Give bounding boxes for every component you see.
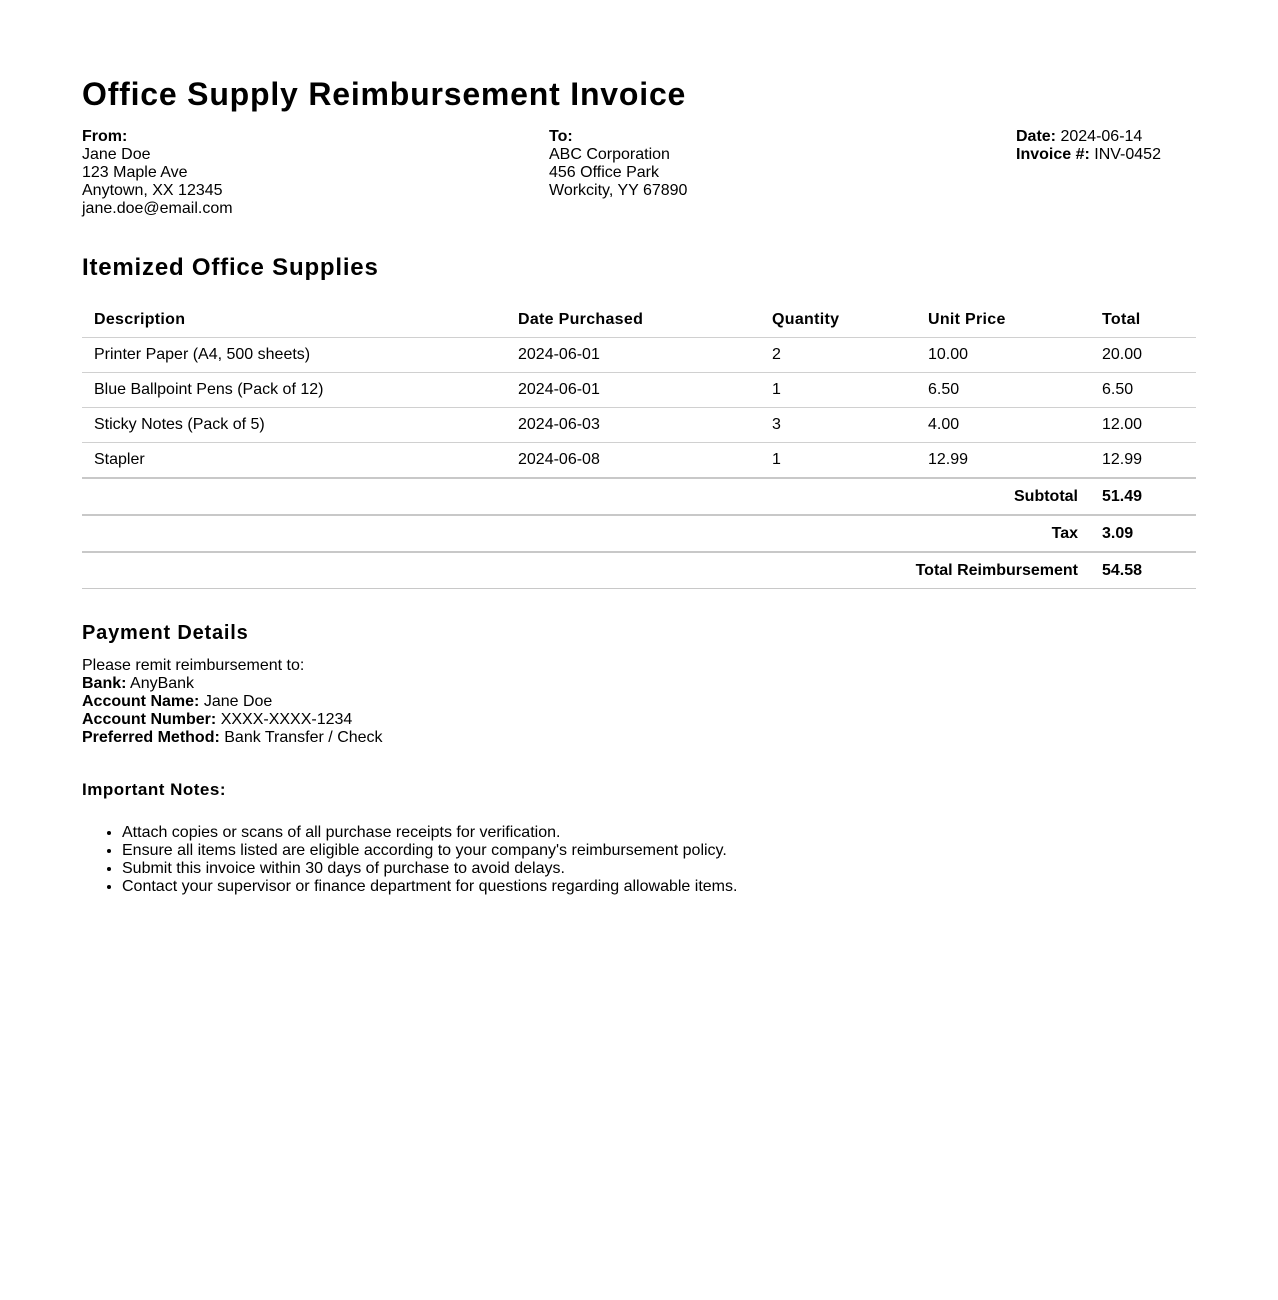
- list-item: • Contact your supervisor or finance department for questions regarding allowable items.: [122, 878, 1196, 896]
- table-row: [82, 373, 1196, 408]
- column-header-unit-price: Unit Price: [916, 302, 1090, 338]
- payment-details-block: [82, 657, 1196, 747]
- date-value: 2024-06-14: [1060, 128, 1143, 145]
- list-item: • Submit this invoice within 30 days of purchase to avoid delays.: [122, 860, 1196, 878]
- item-quantity: 2: [760, 338, 916, 373]
- subtotal-row: [82, 478, 1196, 515]
- account-number-line: [82, 711, 1196, 729]
- table-row: [82, 443, 1196, 479]
- payment-details-title: Payment Details: [82, 622, 249, 644]
- from-label: From:: [82, 128, 128, 145]
- item-date: 2024-06-01: [506, 373, 760, 408]
- invoice-number-label: Invoice #:: [1016, 146, 1090, 163]
- from-email: jane.doe@email.com: [82, 200, 233, 217]
- item-description: Printer Paper (A4, 500 sheets): [82, 338, 506, 373]
- items-table: [82, 302, 1196, 589]
- page-title: Office Supply Reimbursement Invoice: [82, 76, 687, 112]
- item-quantity: 1: [760, 443, 916, 479]
- to-street: 456 Office Park: [549, 164, 659, 181]
- to-name: ABC Corporation: [549, 146, 670, 163]
- preferred-method-label: Preferred Method:: [82, 729, 220, 746]
- date-label: Date:: [1016, 128, 1057, 145]
- item-date: 2024-06-03: [506, 408, 760, 443]
- list-item: • Attach copies or scans of all purchase receipts for verification.: [122, 824, 1196, 842]
- column-header-quantity: Quantity: [760, 302, 916, 338]
- tax-value: 3.09: [1090, 515, 1196, 552]
- important-notes-title: Important Notes:: [82, 780, 226, 799]
- column-header-date-purchased: Date Purchased: [506, 302, 760, 338]
- table-row: [82, 338, 1196, 373]
- account-name-line: [82, 693, 1196, 711]
- item-unit-price: 4.00: [916, 408, 1090, 443]
- to-city: Workcity, YY 67890: [549, 182, 688, 199]
- invoice-number: [1016, 146, 1196, 164]
- from-street: 123 Maple Ave: [82, 164, 188, 181]
- item-total: 6.50: [1090, 373, 1196, 408]
- list-item: • Ensure all items listed are eligible according to your company's reimbursement policy.: [122, 842, 1196, 860]
- items-section-title: Itemized Office Supplies: [82, 254, 379, 281]
- item-description: Blue Ballpoint Pens (Pack of 12): [82, 373, 506, 408]
- tax-row: [82, 515, 1196, 552]
- item-date: 2024-06-08: [506, 443, 760, 479]
- preferred-method-value: Bank Transfer / Check: [224, 729, 383, 746]
- table-row: [82, 408, 1196, 443]
- item-description: Sticky Notes (Pack of 5): [82, 408, 506, 443]
- account-name-label: Account Name:: [82, 693, 200, 710]
- from-name: Jane Doe: [82, 146, 151, 163]
- from-city: Anytown, XX 12345: [82, 182, 223, 199]
- preferred-method-line: [82, 729, 1196, 747]
- tax-label: Tax: [82, 515, 1090, 552]
- invoice-number-value: INV-0452: [1094, 146, 1161, 163]
- to-label: To:: [549, 128, 573, 145]
- important-notes-list: [82, 824, 1196, 896]
- item-description: Stapler: [82, 443, 506, 479]
- item-unit-price: 10.00: [916, 338, 1090, 373]
- item-total: 12.99: [1090, 443, 1196, 479]
- bank-value: AnyBank: [130, 675, 195, 692]
- from-block: [82, 128, 549, 218]
- invoice-meta-block: [1016, 128, 1196, 218]
- item-unit-price: 6.50: [916, 373, 1090, 408]
- item-date: 2024-06-01: [506, 338, 760, 373]
- item-total: 20.00: [1090, 338, 1196, 373]
- column-header-total: Total: [1090, 302, 1196, 338]
- table-header-row: [82, 302, 1196, 338]
- item-total: 12.00: [1090, 408, 1196, 443]
- total-reimbursement-label: Total Reimbursement: [82, 552, 1090, 589]
- item-unit-price: 12.99: [916, 443, 1090, 479]
- bank-line: [82, 675, 1196, 693]
- account-number-label: Account Number:: [82, 711, 217, 728]
- column-header-description: Description: [82, 302, 506, 338]
- account-number-value: XXXX-XXXX-1234: [220, 711, 353, 728]
- invoice-date: [1016, 128, 1196, 146]
- bank-label: Bank:: [82, 675, 127, 692]
- account-name-value: Jane Doe: [203, 693, 273, 710]
- to-block: [549, 128, 1016, 218]
- item-quantity: 1: [760, 373, 916, 408]
- parties-section: [82, 128, 1196, 218]
- subtotal-label: Subtotal: [82, 478, 1090, 515]
- total-reimbursement-value: 54.58: [1090, 552, 1196, 589]
- item-quantity: 3: [760, 408, 916, 443]
- payment-intro: Please remit reimbursement to:: [82, 657, 305, 674]
- total-reimbursement-row: [82, 552, 1196, 589]
- subtotal-value: 51.49: [1090, 478, 1196, 515]
